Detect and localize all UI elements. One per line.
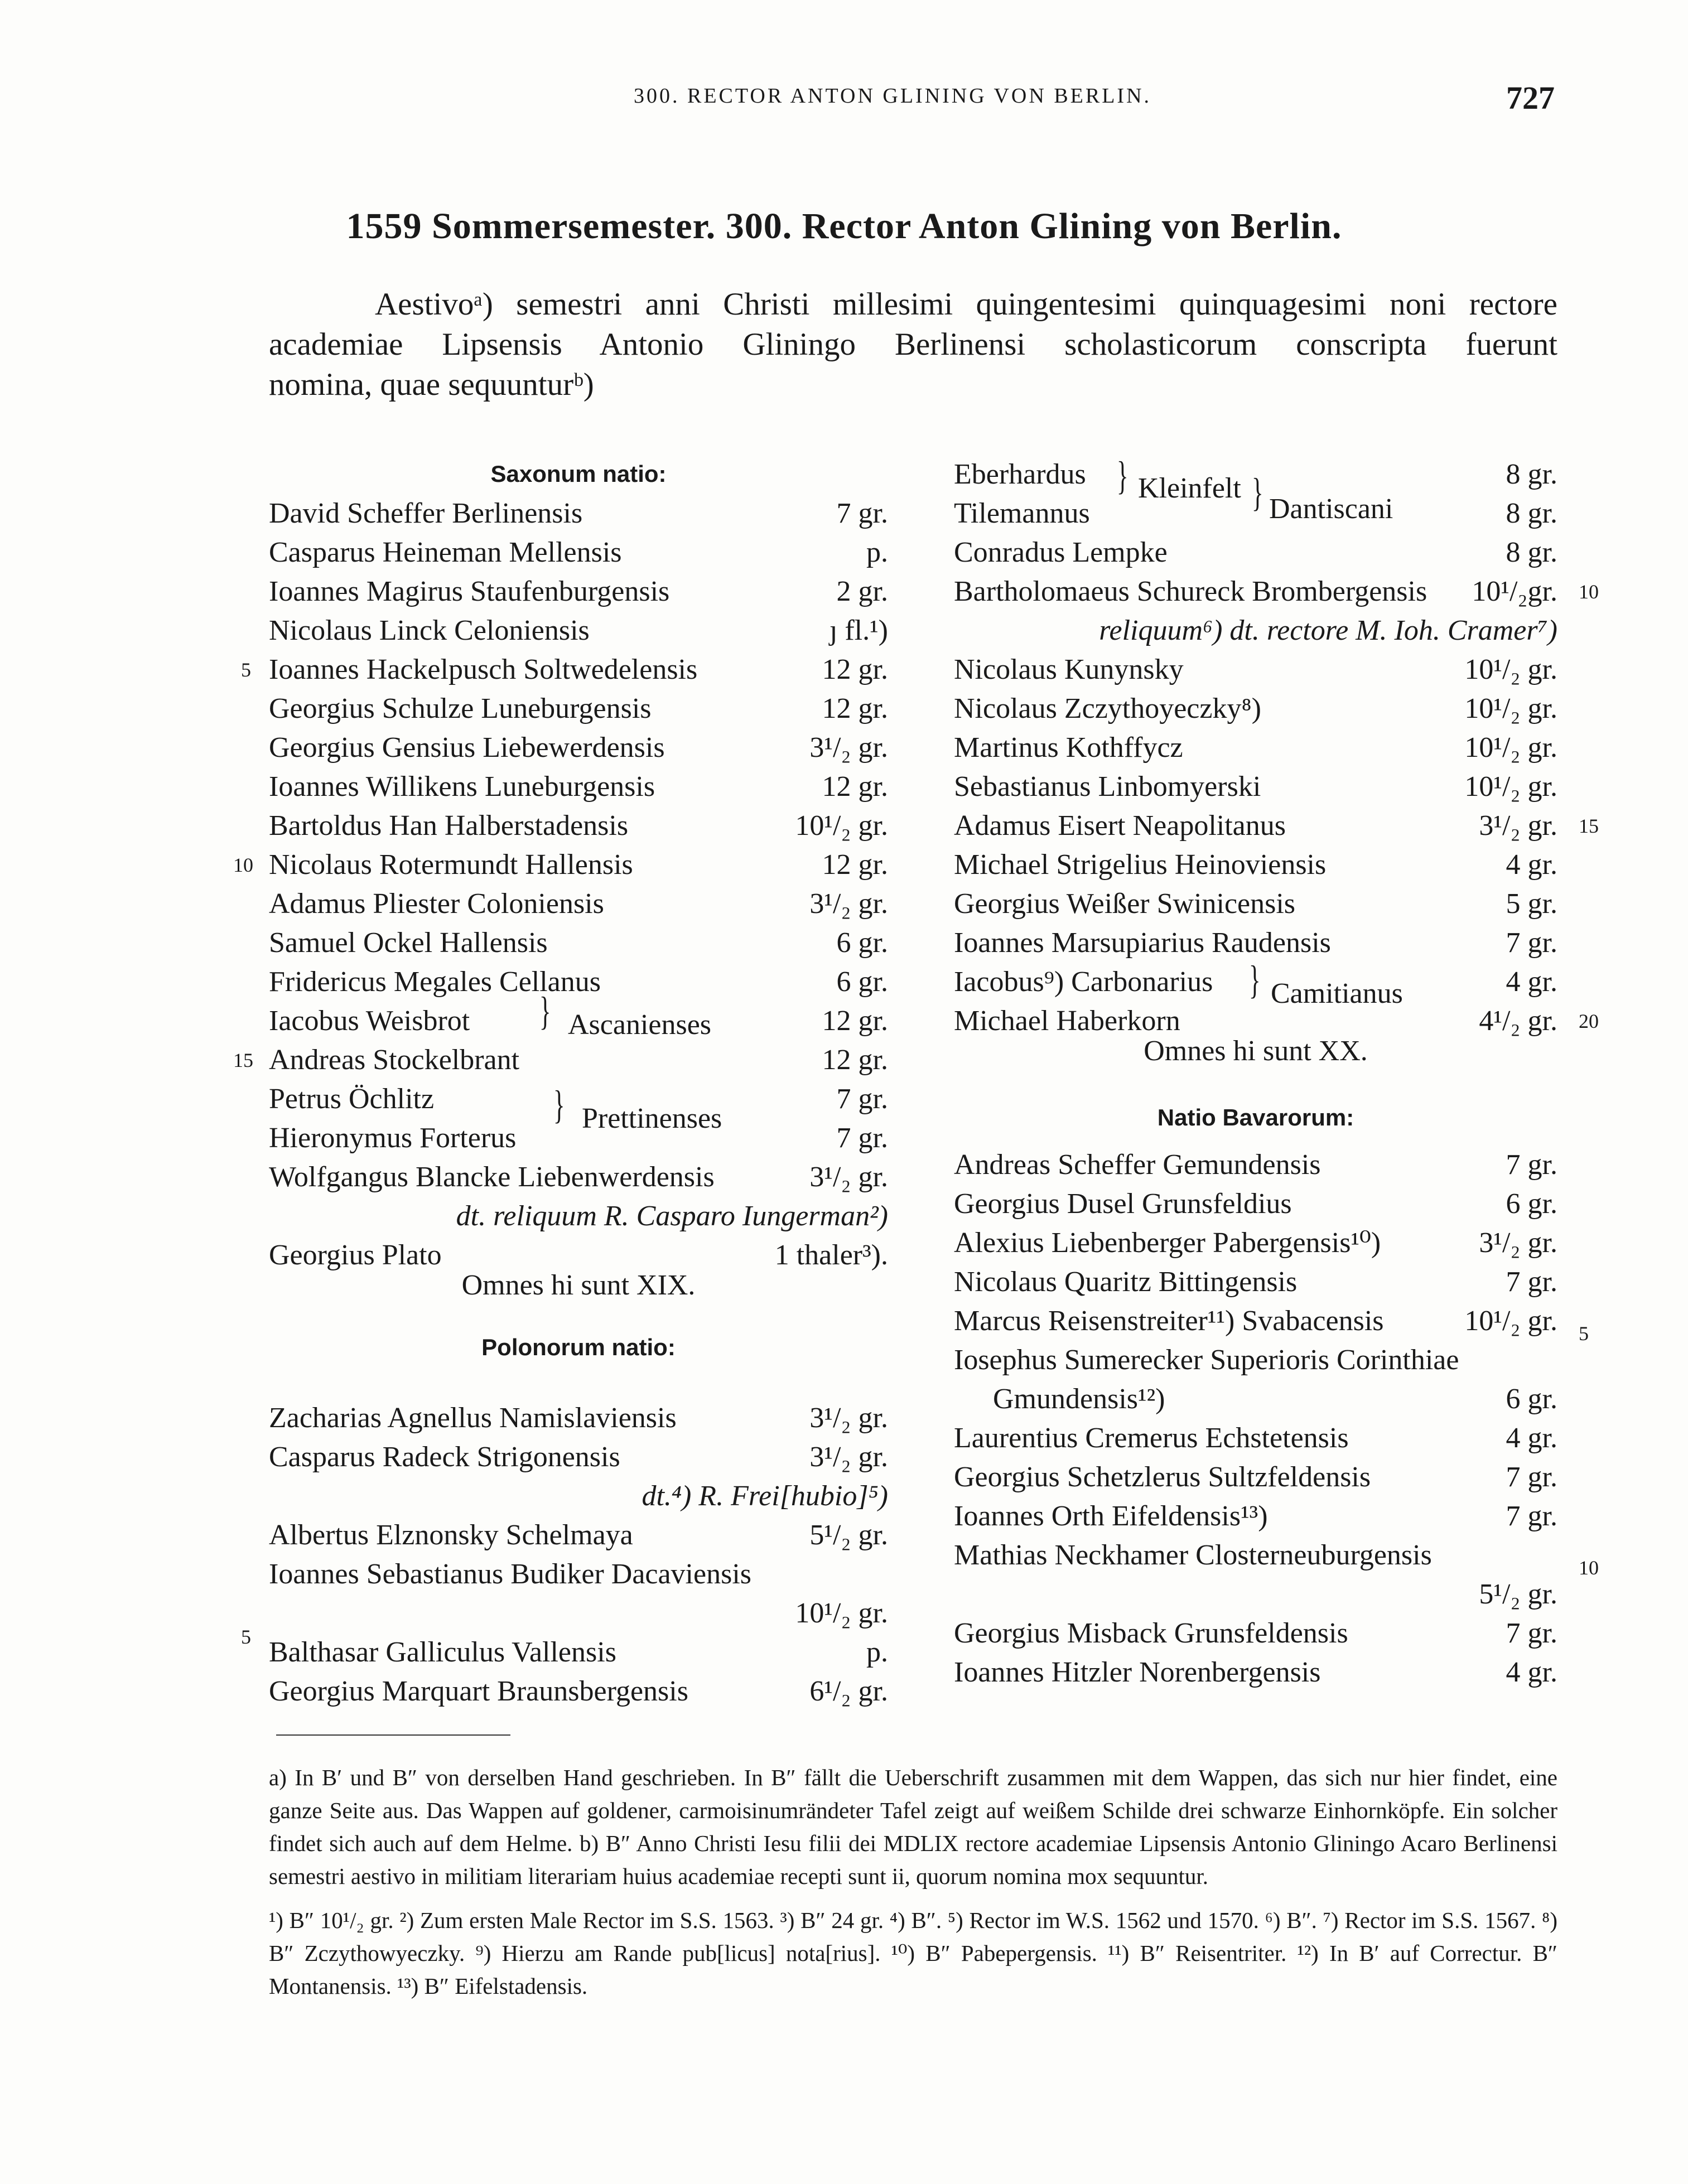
entry-fee: 4¹/₂ gr. xyxy=(1479,1005,1557,1037)
intro-line-3: nomina, quae sequunturᵇ) xyxy=(269,367,594,402)
entry-name: Georgius Schetzlerus Sultzfeldensis xyxy=(954,1461,1371,1493)
entry-name: Ioannes Orth Eifeldensis¹³) xyxy=(954,1500,1268,1532)
footnote-rule xyxy=(276,1734,510,1736)
entry-name: Andreas Stockelbrant xyxy=(269,1044,520,1076)
entry-fee: 8 gr. xyxy=(1506,497,1557,529)
intro-line-2: academiae Lipsensis Antonio Gliningo Berlinensi scholasticorum conscripta fuerunt xyxy=(269,327,1557,362)
entry-name: Georgius Schulze Luneburgensis xyxy=(269,693,652,724)
footnotes xyxy=(269,1761,1557,2014)
entry-fee: 12 gr. xyxy=(822,1044,888,1076)
entry-fee: 4 gr. xyxy=(1506,849,1557,881)
entry-name: Georgius Weißer Swinicensis xyxy=(954,888,1296,920)
entry-fee: 4 gr. xyxy=(1506,1422,1557,1454)
entry-fee: 3¹/₂ gr. xyxy=(1479,810,1557,842)
entry-fee: 5¹/₂ gr. xyxy=(1479,1578,1557,1610)
list-item xyxy=(954,1224,1557,1263)
line-number: 15 xyxy=(1579,815,1599,837)
list-item xyxy=(269,1080,888,1119)
entry-fee: 6 gr. xyxy=(1506,1383,1557,1415)
list-item xyxy=(954,728,1557,767)
line-number: 20 xyxy=(1579,1010,1599,1032)
line-number: 5 xyxy=(1579,1322,1589,1345)
entry-fee: 5 gr. xyxy=(1506,888,1557,920)
entry-name: Bartoldus Han Halberstadensis xyxy=(269,810,629,842)
entry-fee: 3¹/₂ gr. xyxy=(809,1161,888,1193)
label-dantiscani: Dantiscani xyxy=(1269,493,1393,525)
list-item xyxy=(954,1458,1557,1497)
entry-fee: 6 gr. xyxy=(836,966,888,998)
polonorum-total: Omnes hi sunt XX. xyxy=(1144,1035,1368,1067)
list-item xyxy=(269,494,888,533)
entry-name: Ioannes Sebastianus Budiker Dacaviensis xyxy=(269,1558,752,1590)
list-item xyxy=(269,1119,888,1158)
entry-fee: 12 gr. xyxy=(822,771,888,803)
list-item xyxy=(269,1516,888,1555)
entry-fee: 2 gr. xyxy=(836,576,888,607)
list-item xyxy=(954,845,1557,885)
entry-name: Bartholomaeus Schureck Brombergensis xyxy=(954,576,1427,607)
entry-name: Hieronymus Forterus xyxy=(269,1122,517,1154)
list-item xyxy=(954,1263,1557,1302)
entry-fee: p. xyxy=(866,1636,888,1668)
list-item xyxy=(269,1594,888,1633)
list-item xyxy=(954,1146,1557,1185)
entry-fee: 10¹/₂ gr. xyxy=(1464,654,1557,685)
entry-name: Casparus Radeck Strigonensis xyxy=(269,1441,620,1473)
entry-name: Georgius Marquart Braunsbergensis xyxy=(269,1675,688,1707)
entry-name: Ioannes Hitzler Norenbergensis xyxy=(954,1656,1321,1688)
entry-name: Tilemannus xyxy=(954,497,1090,529)
list-item xyxy=(269,1555,888,1594)
list-item xyxy=(954,1419,1557,1458)
entry-fee: 3¹/₂ gr. xyxy=(809,888,888,920)
list-item xyxy=(269,1158,888,1197)
entry-fee: 7 gr. xyxy=(1506,1266,1557,1298)
label-kleinfelt: Kleinfelt xyxy=(1138,472,1241,504)
entry-name: Nicolaus Linck Celoniensis xyxy=(269,615,590,646)
list-item xyxy=(954,1575,1557,1614)
list-item xyxy=(269,845,888,885)
line-number: 10 xyxy=(1579,581,1599,603)
entry-name: Georgius Misback Grunsfeldensis xyxy=(954,1617,1348,1649)
list-item xyxy=(269,1438,888,1477)
entry-fee: 12 gr. xyxy=(822,654,888,685)
entry-fee: 7 gr. xyxy=(1506,1149,1557,1181)
list-item xyxy=(954,1536,1557,1575)
bavarorum-heading: Natio Bavarorum: xyxy=(1157,1104,1354,1130)
brace-camitianus: } xyxy=(1248,958,1261,1002)
list-item xyxy=(269,806,888,845)
saxonum-heading: Saxonum natio: xyxy=(490,461,667,487)
entry-fee: 7 gr. xyxy=(1506,927,1557,959)
list-item xyxy=(269,728,888,767)
entry-name: Georgius Gensius Liebewerdensis xyxy=(269,732,665,764)
list-item xyxy=(954,1653,1557,1692)
label-camitianus: Camitianus xyxy=(1271,978,1403,1009)
list-item xyxy=(269,885,888,924)
entry-fee: 12 gr. xyxy=(822,1005,888,1037)
entry-name: Balthasar Galliculus Vallensis xyxy=(269,1636,616,1668)
entry-name: Iacobus Weisbrot xyxy=(269,1005,470,1037)
entry-name: Adamus Pliester Coloniensis xyxy=(269,888,604,920)
saxonum-total: Omnes hi sunt XIX. xyxy=(461,1269,696,1301)
entry-name: Iacobus⁹) Carbonarius xyxy=(954,966,1213,998)
list-item xyxy=(954,1341,1557,1380)
label-ascanienses: Ascanienses xyxy=(568,1009,712,1041)
entry-name: Laurentius Cremerus Echstetensis xyxy=(954,1422,1349,1454)
entry-name: Martinus Kothffycz xyxy=(954,732,1183,764)
entry-name: Andreas Scheffer Gemundensis xyxy=(954,1149,1321,1181)
entry-name: Ioannes Willikens Luneburgensis xyxy=(269,771,655,803)
entry-name: Ioannes Marsupiarius Raudensis xyxy=(954,927,1331,959)
list-item xyxy=(269,767,888,806)
entry-name: Fridericus Megales Cellanus xyxy=(269,966,601,998)
entry-fee: 10¹/₂ gr. xyxy=(1464,1305,1557,1337)
list-item xyxy=(269,1041,888,1080)
entry-name: Casparus Heineman Mellensis xyxy=(269,537,622,568)
page-number: 727 xyxy=(1506,80,1555,116)
entry-fee: 10¹/₂ gr. xyxy=(795,1597,888,1629)
line-number: 5 xyxy=(241,659,251,681)
entry-name: Ioannes Magirus Staufenburgensis xyxy=(269,576,670,607)
entry-fee: 8 gr. xyxy=(1506,537,1557,568)
line-number: 10 xyxy=(1579,1557,1599,1579)
entry-name: Alexius Liebenberger Pabergensis¹⁰) xyxy=(954,1227,1381,1259)
entry-name: Sebastianus Linbomyerski xyxy=(954,771,1261,803)
entry-name: Georgius Dusel Grunsfeldius xyxy=(954,1188,1292,1220)
entry-name: dt.⁴) R. Frei[hubio]⁵) xyxy=(642,1480,888,1512)
polonorum-heading: Polonorum natio: xyxy=(481,1334,676,1360)
entry-fee: 10¹/₂ gr. xyxy=(1464,771,1557,803)
entry-fee: 10¹/₂ gr. xyxy=(795,810,888,842)
list-item xyxy=(269,533,888,572)
entry-fee: 10¹/₂ gr. xyxy=(1464,732,1557,764)
entry-name: dt. reliquum R. Casparo Iungerman²) xyxy=(456,1200,888,1232)
list-item xyxy=(269,1399,888,1438)
entry-fee: 3¹/₂ gr. xyxy=(809,1402,888,1434)
entry-fee: 10¹/₂gr. xyxy=(1472,576,1557,607)
list-item xyxy=(954,806,1557,845)
list-item xyxy=(954,533,1557,572)
entry-fee: 7 gr. xyxy=(1506,1500,1557,1532)
footnote-lettered: a) In B′ und B″ von derselben Hand geschrieben. In B″ fällt die Ueberschrift zusammen mit dem Wappen, das sich nur hier findet, eine ganze Seite aus. Das Wappen auf goldener, carmoisinumrändeter Tafel zeigt auf weißem Schilde drei schwarze Einhornköpfe. Ein solcher findet sich auch auf dem Helme. b) B″ Anno Christi Iesu filii dei MDLIX rectore academiae Lipsensis Antonio Gliningo Acaro Berlinensi semestri aestivo in militiam literariam huius academiae recepti sunt ii, quorum nomina mox sequuntur. xyxy=(269,1765,1557,1889)
brace-kleinfelt-left: } xyxy=(1116,453,1128,498)
list-item xyxy=(269,1197,888,1236)
entry-fee: 7 gr. xyxy=(836,497,888,529)
list-item xyxy=(269,963,888,1002)
entry-fee: ȷ fl.¹) xyxy=(829,615,888,646)
entry-fee: 7 gr. xyxy=(1506,1617,1557,1649)
list-item xyxy=(954,924,1557,963)
entry-name: Gmundensis¹²) xyxy=(993,1383,1165,1415)
entry-name: Conradus Lempke xyxy=(954,537,1168,568)
line-number: 5 xyxy=(241,1626,251,1648)
entry-name: Petrus Öchlitz xyxy=(269,1083,435,1115)
entry-fee: 4 gr. xyxy=(1506,1656,1557,1688)
entry-name: Wolfgangus Blancke Liebenwerdensis xyxy=(269,1161,715,1193)
entry-name: Nicolaus Rotermundt Hallensis xyxy=(269,849,633,881)
entry-name: Albertus Elznonsky Schelmaya xyxy=(269,1519,633,1551)
entry-fee: 3¹/₂ gr. xyxy=(809,1441,888,1473)
entry-name: Michael Strigelius Heinoviensis xyxy=(954,849,1327,881)
entry-fee: 1 thaler³). xyxy=(774,1239,888,1271)
list-item xyxy=(269,1672,888,1711)
list-item xyxy=(269,689,888,728)
list-item xyxy=(954,1380,1557,1419)
list-item xyxy=(954,611,1557,650)
list-item xyxy=(269,1477,888,1516)
list-item xyxy=(269,572,888,611)
brace-kleinfelt-right: } xyxy=(1251,470,1263,515)
entry-fee: 7 gr. xyxy=(836,1122,888,1154)
list-item xyxy=(269,611,888,650)
entry-name: Adamus Eisert Neapolitanus xyxy=(954,810,1286,842)
intro-paragraph xyxy=(269,284,1557,405)
entry-fee: p. xyxy=(866,537,888,568)
entry-name: Nicolaus Quaritz Bittingensis xyxy=(954,1266,1298,1298)
entry-fee: 3¹/₂ gr. xyxy=(809,732,888,764)
entry-fee: 10¹/₂ gr. xyxy=(1464,693,1557,724)
label-prettinenses: Prettinenses xyxy=(582,1103,722,1134)
intro-line-1: Aestivoᵃ) semestri anni Christi millesimi quingentesimi quinquagesimi noni rectore xyxy=(375,287,1557,322)
entry-name: Eberhardus xyxy=(954,458,1086,490)
entry-fee: 4 gr. xyxy=(1506,966,1557,998)
list-item xyxy=(954,689,1557,728)
line-number: 10 xyxy=(233,854,253,876)
entry-name: Mathias Neckhamer Closterneuburgensis xyxy=(954,1539,1432,1571)
entry-name: Samuel Ockel Hallensis xyxy=(269,927,548,959)
list-item xyxy=(269,1633,888,1672)
entry-name: Ioannes Hackelpusch Soltwedelensis xyxy=(269,654,698,685)
list-item xyxy=(954,572,1557,611)
entry-fee: 8 gr. xyxy=(1506,458,1557,490)
running-head: 300. RECTOR ANTON GLINING VON BERLIN. xyxy=(633,84,1152,108)
entry-fee: 6¹/₂ gr. xyxy=(809,1675,888,1707)
list-item xyxy=(954,885,1557,924)
page-title: 1559 Sommersemester. 300. Rector Anton Glining von Berlin. xyxy=(346,206,1342,247)
entry-fee: 6 gr. xyxy=(1506,1188,1557,1220)
entry-name: Nicolaus Zczythoyeczky⁸) xyxy=(954,693,1261,724)
list-item xyxy=(954,767,1557,806)
entry-fee: 12 gr. xyxy=(822,849,888,881)
entry-fee: 6 gr. xyxy=(836,927,888,959)
entry-fee: 12 gr. xyxy=(822,693,888,724)
brace-ascanienses: } xyxy=(539,989,551,1033)
list-item xyxy=(954,1497,1557,1536)
list-item xyxy=(954,650,1557,689)
entry-name: Zacharias Agnellus Namislaviensis xyxy=(269,1402,677,1434)
list-item xyxy=(269,650,888,689)
entry-name: Marcus Reisenstreiter¹¹) Svabacensis xyxy=(954,1305,1384,1337)
entry-fee: 7 gr. xyxy=(836,1083,888,1115)
footnote-numbered: ¹) B″ 10¹/₂ gr. ²) Zum ersten Male Rector im S.S. 1563. ³) B″ 24 gr. ⁴) B″. ⁵) Rector im W.S. 1562 und 1570. ⁶) B″. ⁷) Rector im S.S. 1567. ⁸) B″ Zczythowyeczky. ⁹) Hierzu am Rande pub[licus] nota[rius]. ¹⁰) B″ Pabepergensis. ¹¹) B″ Reisentriter. ¹²) In B′ auf Correctur. B″ Montanensis. ¹³) B″ Eifelstadensis. xyxy=(269,1907,1557,1999)
line-number: 15 xyxy=(233,1049,253,1071)
entry-name: Nicolaus Kunynsky xyxy=(954,654,1184,685)
list-item xyxy=(954,1614,1557,1653)
entry-fee: 7 gr. xyxy=(1506,1461,1557,1493)
entry-name: reliquum⁶) dt. rectore M. Ioh. Cramer⁷) xyxy=(1099,615,1557,646)
entry-name: Iosephus Sumerecker Superioris Corinthiae xyxy=(954,1344,1459,1376)
entry-fee: 3¹/₂ gr. xyxy=(1479,1227,1557,1259)
list-item xyxy=(954,1302,1557,1341)
brace-prettinenses: } xyxy=(553,1083,565,1127)
list-item xyxy=(954,1185,1557,1224)
entry-fee: 5¹/₂ gr. xyxy=(809,1519,888,1551)
entry-name: Georgius Plato xyxy=(269,1239,442,1271)
list-item xyxy=(269,924,888,963)
entry-name: David Scheffer Berlinensis xyxy=(269,497,583,529)
entry-name: Michael Haberkorn xyxy=(954,1005,1180,1037)
